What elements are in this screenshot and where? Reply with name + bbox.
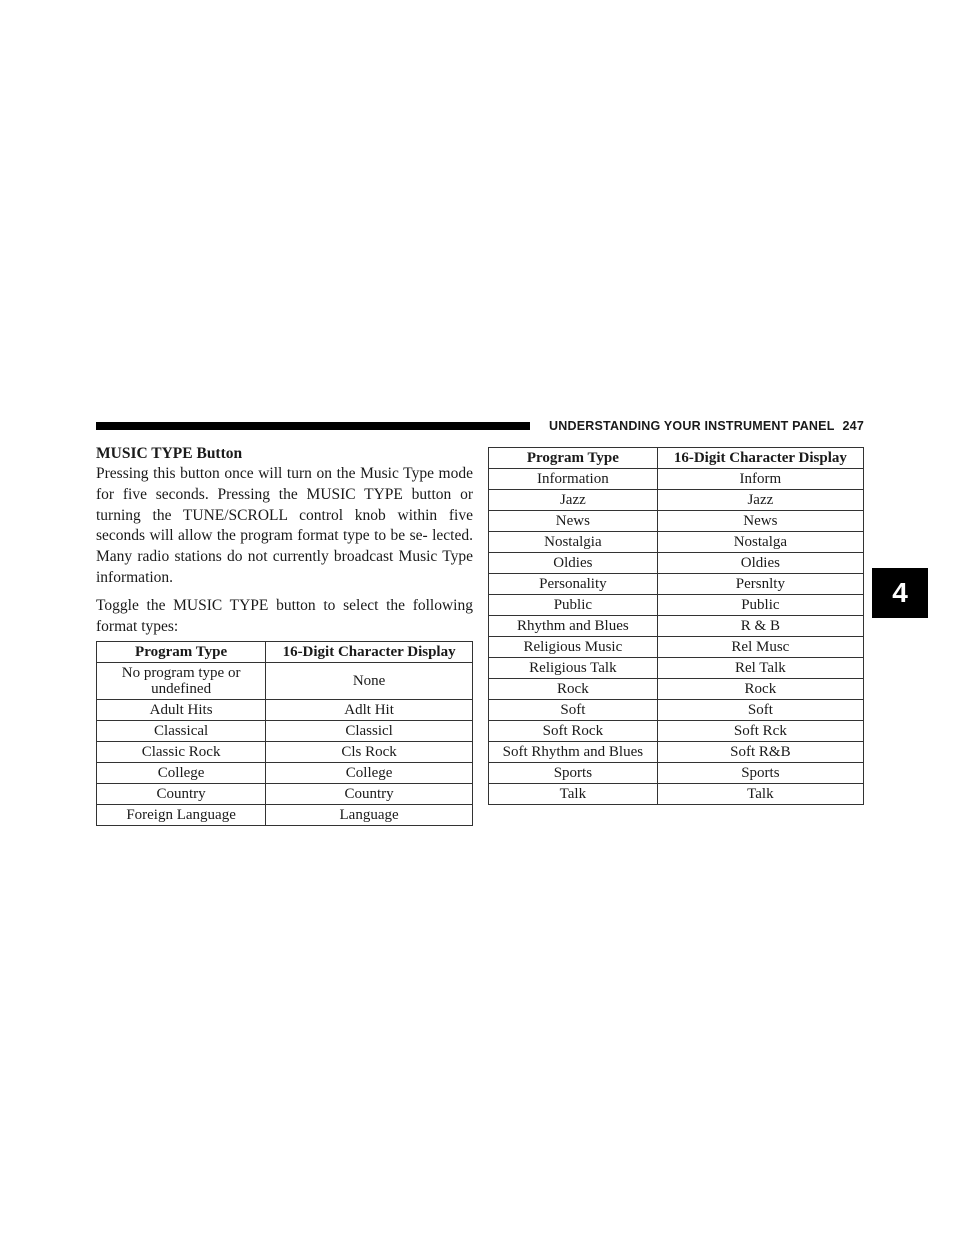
program-type-cell: Talk: [489, 784, 658, 805]
running-header: [96, 420, 864, 434]
program-type-cell: Religious Talk: [489, 658, 658, 679]
table-row: [97, 721, 473, 742]
table-row: [97, 763, 473, 784]
program-type-cell: Oldies: [489, 553, 658, 574]
program-type-cell: Soft: [489, 700, 658, 721]
program-type-cell: Sports: [489, 763, 658, 784]
display-cell: Sports: [657, 763, 863, 784]
program-type-cell: Soft Rock: [489, 721, 658, 742]
section-title: MUSIC TYPE Button: [96, 445, 243, 462]
program-type-cell: News: [489, 511, 658, 532]
table-row: [489, 742, 864, 763]
program-type-cell: Rhythm and Blues: [489, 616, 658, 637]
display-cell: College: [266, 763, 473, 784]
program-type-cell: Rock: [489, 679, 658, 700]
table-row: [97, 742, 473, 763]
table-row: [489, 469, 864, 490]
display-cell: Soft Rck: [657, 721, 863, 742]
table-row: [489, 595, 864, 616]
header-program-type: Program Type: [97, 642, 266, 663]
program-type-cell: Classic Rock: [97, 742, 266, 763]
table-row: [489, 532, 864, 553]
header-character-display: 16-Digit Character Display: [657, 448, 863, 469]
paragraph-intro: Pressing this button once will turn on the Music Type mode for five seconds. Pressing the MUSIC TYPE button or turning the TUNE/SCROLL control knob within five seconds will allow the program format type to be se- lected. Many radio stations do not currently broadcast Music Type information.: [96, 465, 473, 586]
table-row: [489, 658, 864, 679]
header-character-display: 16-Digit Character Display: [266, 642, 473, 663]
program-type-table-left: [96, 641, 473, 826]
table-row: [489, 511, 864, 532]
display-cell: Talk: [657, 784, 863, 805]
paragraph-toggle: Toggle the MUSIC TYPE button to select the following format types:: [96, 596, 473, 635]
display-cell: Oldies: [657, 553, 863, 574]
display-cell: Country: [266, 784, 473, 805]
header-rule: [96, 422, 530, 430]
program-type-table-right: [488, 447, 864, 805]
table-row: [97, 784, 473, 805]
table-row: [489, 616, 864, 637]
table-header-row: [97, 642, 473, 663]
table-row: [489, 574, 864, 595]
display-cell: Public: [657, 595, 863, 616]
header-program-type: Program Type: [489, 448, 658, 469]
table-row: [489, 553, 864, 574]
display-cell: Rock: [657, 679, 863, 700]
program-type-cell: College: [97, 763, 266, 784]
display-cell: Soft: [657, 700, 863, 721]
display-cell: News: [657, 511, 863, 532]
display-cell: Language: [266, 805, 473, 826]
program-type-cell: Religious Music: [489, 637, 658, 658]
program-type-cell: Adult Hits: [97, 700, 266, 721]
table-row: [489, 679, 864, 700]
program-type-cell: Personality: [489, 574, 658, 595]
header-text: [543, 418, 864, 434]
table-row: [489, 721, 864, 742]
program-type-cell: Jazz: [489, 490, 658, 511]
display-cell: Rel Musc: [657, 637, 863, 658]
chapter-tab: 4: [872, 568, 928, 618]
table-row: [97, 663, 473, 700]
display-cell: Persnlty: [657, 574, 863, 595]
program-type-cell: Soft Rhythm and Blues: [489, 742, 658, 763]
display-cell: Inform: [657, 469, 863, 490]
display-cell: Rel Talk: [657, 658, 863, 679]
table-row: [97, 805, 473, 826]
display-cell: Cls Rock: [266, 742, 473, 763]
left-column: [96, 443, 473, 826]
display-cell: Jazz: [657, 490, 863, 511]
program-type-cell: Nostalgia: [489, 532, 658, 553]
table-row: [489, 637, 864, 658]
table-header-row: [489, 448, 864, 469]
display-cell: Adlt Hit: [266, 700, 473, 721]
display-cell: Soft R&B: [657, 742, 863, 763]
table-row: [489, 763, 864, 784]
display-cell: R & B: [657, 616, 863, 637]
program-type-cell: Foreign Language: [97, 805, 266, 826]
program-type-cell: Classical: [97, 721, 266, 742]
display-cell: None: [266, 663, 473, 700]
table-row: [489, 700, 864, 721]
table-row: [489, 490, 864, 511]
program-type-cell: Country: [97, 784, 266, 805]
page-number: 247: [842, 419, 864, 433]
header-section-title: UNDERSTANDING YOUR INSTRUMENT PANEL: [549, 419, 835, 433]
right-column: [488, 447, 864, 805]
program-type-cell: Information: [489, 469, 658, 490]
program-type-cell: Public: [489, 595, 658, 616]
table-row: [489, 784, 864, 805]
table-row: [97, 700, 473, 721]
display-cell: Classicl: [266, 721, 473, 742]
program-type-cell: No program type or undefined: [97, 663, 266, 700]
display-cell: Nostalga: [657, 532, 863, 553]
